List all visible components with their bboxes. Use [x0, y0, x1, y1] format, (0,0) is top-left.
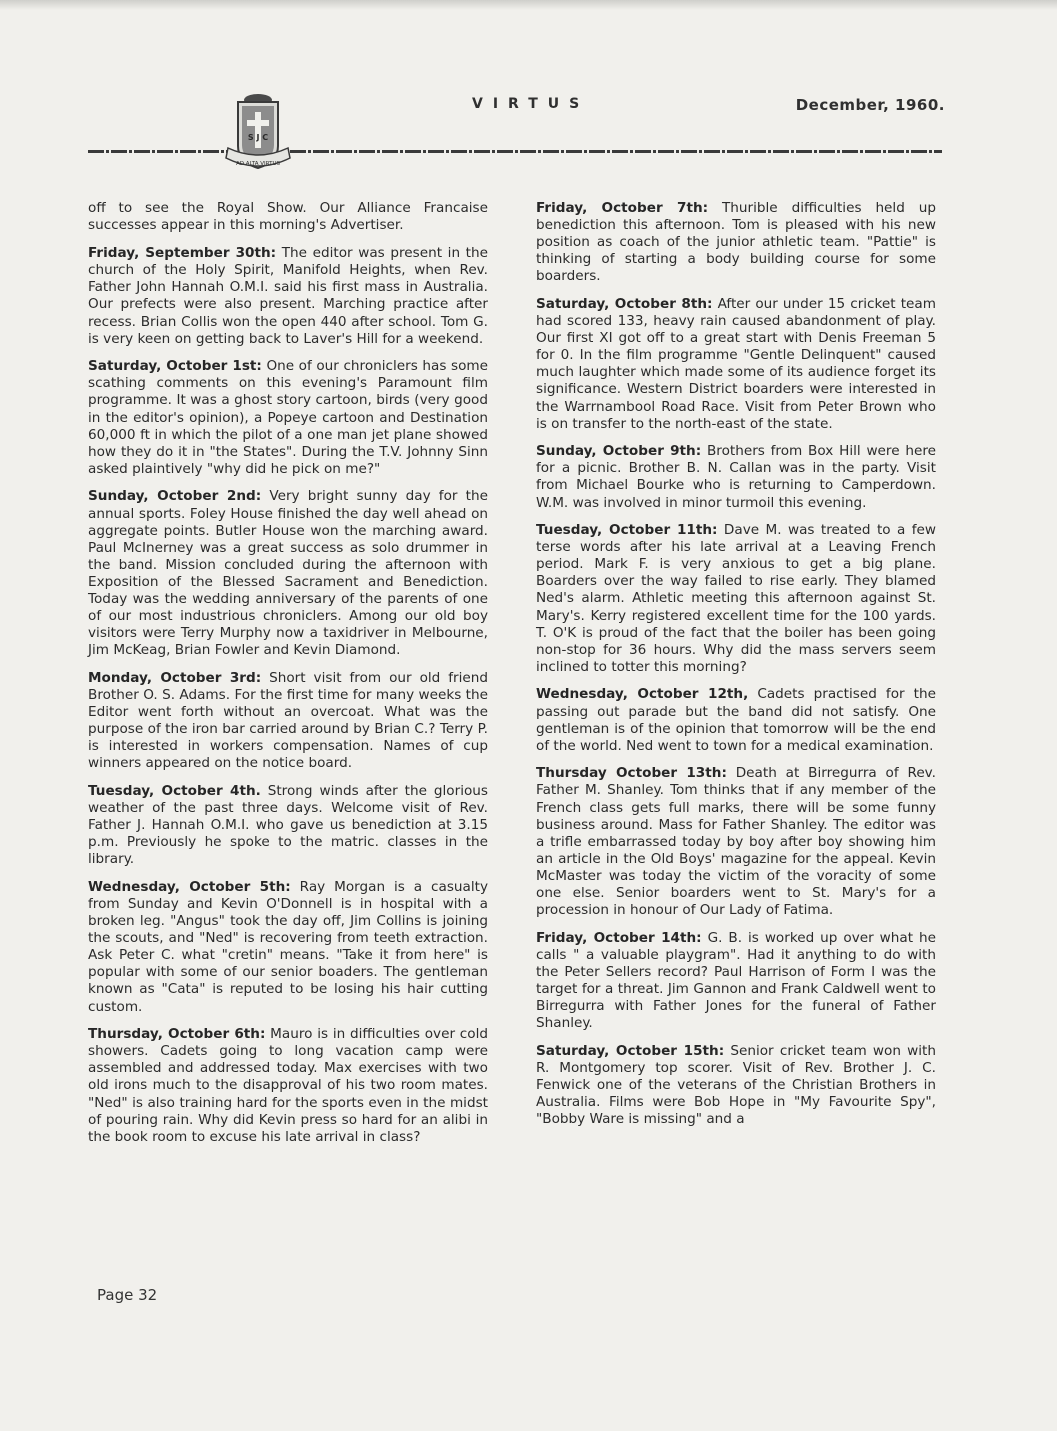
entry-date: Wednesday, October 5th:	[88, 878, 291, 895]
magazine-title: VIRTUS	[472, 96, 590, 112]
entry-date: Saturday, October 8th:	[536, 295, 713, 312]
entry-text: Short visit from our old friend Brother O. S. Adams. For the first time for many weeks the Editor went forth without an overcoat. What was the purpose of the iron bar carried around by Brian C.? Terry P. is interested in workers compensation. Names of cup winners appeared on the notice board.	[88, 669, 489, 772]
entry-text: The editor was present in the church of the Holy Spirit, Manifold Heights, when Rev. Father John Hannah O.M.I. said his first mass in Australia. Our prefects were also present. Marching practice after recess. Brian Collis won the open 440 after school. Tom G. is very keen on getting back to Laver's Hill for a weekend.	[88, 245, 488, 347]
entry-date: Saturday, October 1st:	[88, 358, 262, 375]
entry-text: Strong winds after the glorious weather of the past three days. Welcome visit of Rev. Father J. Hannah O.M.I. who gave us benediction at 3.15 p.m. Previously he spoke to the matric. classes in the library.	[88, 782, 488, 868]
entry-date: Friday, October 14th:	[536, 929, 702, 946]
entry-text: One of our chroniclers has some scathing comments on this evening's Paramount film programme. It was a ghost story cartoon, birds (very good in the editor's opinion), a Popeye cartoon and Destination 60,000 ft in which the pilot of a one man jet plane showed how they do it in "the States". During the T.V. Johnny Sinn asked plaintively "why did he pick on me?"	[88, 358, 488, 477]
diary-entry	[536, 296, 936, 433]
continued-entry-text: off to see the Royal Show. Our Alliance Francaise successes appear in this morning's Advertiser.	[88, 200, 488, 234]
entry-date: Friday, September 30th:	[88, 245, 277, 262]
entry-text: Senior cricket team won with R. Montgomery top scorer. Visit of Rev. Brother J. C. Fenwick one of the veterans of the Christian Brothers in Australia. Films were Bob Hope in "My Favourite Spy", "Bobby Ware is missing" and a	[536, 1042, 936, 1128]
diary-entry	[88, 245, 488, 348]
entry-date: Wednesday, October 12th,	[536, 686, 749, 703]
entry-date: Thursday October 13th:	[536, 765, 727, 782]
diary-entry	[88, 358, 488, 478]
entry-date: Tuesday, October 11th:	[536, 522, 718, 539]
diary-entry	[88, 670, 488, 773]
college-crest-icon	[218, 88, 298, 178]
entry-text: Thurible difficulties held up benediction this afternoon. Tom is pleased with his new position as coach of the junior athletic team. "Pattie" is thinking of starting a body building course for some boarders.	[536, 200, 936, 285]
entry-text: Ray Morgan is a casualty from Sunday and Kevin O'Donnell is in hospital with a broken leg. "Angus" took the day off, Jim Collins is joining the scouts, and "Ned" is recovering from teeth extraction. Ask Peter C. what "cretin" means. "Take it from here" is popular with some of our senior boaders. The gentleman known as "Cata" is reputed to be losing his hair cutting custom.	[88, 878, 489, 1015]
entry-text: Very bright sunny day for the annual sports. Foley House finished the day well ahead on aggregate points. Butler House won the marching award. Paul McInerney was a great success as solo drummer in the band. Mission concluded during the afternoon with Exposition of the Blessed Sacrament and Benediction. Today was the wedding anniversary of the parents of one of our most industrious chroniclers. Among our old boy visitors were Terry Murphy now a taxidriver in Melbourne, Jim McKeag, Brian Fowler and Kevin Diamond.	[88, 488, 488, 659]
entry-text: Dave M. was treated to a few terse words after his late arrival at a Leaving French period. Mark F. is very anxious to get a big plane. Boarders over the way failed to rise early. They blamed Ned's alarm. Athletic meeting this afternoon against St. Mary's. Kerry registered excellent time for the 100 yards. T. O'K is proud of the fact that the boiler has been going non-stop for 36 hours. Why did the mass servers seem inclined to totter this morning?	[536, 522, 936, 675]
diary-entry	[536, 1043, 936, 1128]
entry-text: Death at Birregurra of Rev. Father M. Shanley. Tom thinks that if any member of the French class gets full marks, there will be some funny business around. Mass for Father Shanley. The editor was a trifle embarrassed today by boy after boy showing him an article in the Old Boys' magazine for the appeal. Kevin McMaster was today the victim of the voracity of some one else. Senior boarders went to St. Mary's for a procession in honour of Our Lady of Fatima.	[536, 765, 936, 919]
diary-entry	[536, 686, 936, 754]
entry-date: Thursday, October 6th:	[88, 1026, 266, 1043]
diary-entry	[88, 879, 488, 1016]
entry-date: Sunday, October 9th:	[536, 443, 702, 460]
right-column	[536, 200, 936, 1139]
entry-text: Mauro is in difficulties over cold showers. Cadets going to long vacation camp were assembled and addressed today. Max exercises with two old irons much to the disapproval of his two room mates. "Ned" is also training hard for the sports even in the midst of pouring rain. Why did Kevin press so hard for an alibi in the book room to excuse his late arrival in class?	[88, 1026, 488, 1145]
entry-text: After our under 15 cricket team had scored 133, heavy rain caused abandonment of play. Our first XI got off to a great start with Denis Freeman 5 for 0. In the film programme "Gentle Delinquent" caused much laughter which made some of its audience forget its significance. Western District boarders were interested in the Warrnambool Road Race. Visit from Peter Brown who is on transfer to the north-east of the state.	[536, 295, 936, 432]
entry-date: Friday, October 7th:	[536, 200, 709, 216]
diary-entry	[536, 522, 936, 676]
diary-entry	[536, 443, 936, 511]
diary-entry	[88, 783, 488, 868]
diary-entry	[536, 765, 936, 919]
entry-date: Sunday, October 2nd:	[88, 488, 262, 505]
masthead-rule-right	[290, 150, 942, 153]
entry-text: G. B. is worked up over what he calls " a valuable playgram". Had it anything to do with the Peter Sellers record? Paul Harrison of Form I was the target for a threat. Jim Gannon and Frank Caldwell went to Birregurra with Father Jones for the funeral of Father Shanley.	[536, 929, 936, 1032]
page-edge-shadow	[0, 0, 1057, 10]
crest-motto: AD ALTA VIRTUS	[236, 161, 280, 167]
diary-entry	[88, 488, 488, 659]
entry-date: Monday, October 3rd:	[88, 669, 262, 686]
entry-text: Brothers from Box Hill were here for a picnic. Brother B. N. Callan was in the party. Visit from Michael Bourke who is returning to Camperdown. W.M. was involved in minor turmoil this evening.	[536, 443, 936, 511]
left-column	[88, 200, 488, 1156]
entry-date: Saturday, October 15th:	[536, 1042, 725, 1059]
masthead-rule-left	[88, 150, 228, 153]
page-number: Page 32	[97, 1286, 158, 1304]
diary-entry	[536, 930, 936, 1033]
entry-date: Tuesday, October 4th.	[88, 782, 261, 799]
issue-date: December, 1960.	[795, 96, 945, 114]
entry-text: Cadets practised for the passing out parade but the band did not satisfy. One gentleman is of the opinion that tomorrow will be the end of the world. Ned went to town for a medical examination.	[536, 686, 936, 754]
diary-entry	[536, 200, 936, 285]
diary-entry	[88, 1026, 488, 1146]
crest-letters: S J C	[247, 133, 269, 142]
